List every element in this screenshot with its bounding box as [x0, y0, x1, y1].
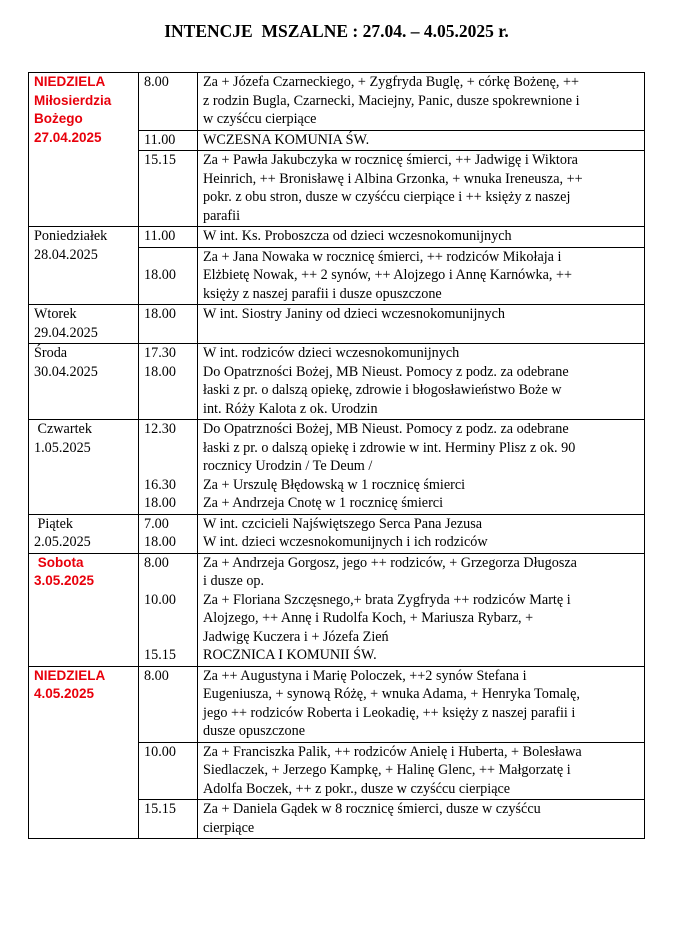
text-line: 28.04.2025	[34, 246, 98, 263]
time-cell	[139, 742, 198, 800]
intention-cell	[198, 130, 645, 151]
text-line: 10.00	[144, 743, 176, 760]
day-cell	[29, 666, 139, 839]
text-line: W int. czcicieli Najświętszego Serca Pana Jezusa	[203, 515, 483, 532]
text-line: W int. dzieci wczesnokomunijnych i ich rodziców	[203, 534, 488, 550]
text-line: 18.00	[144, 267, 176, 283]
text-line: Alojzego, ++ Annę i Rudolfa Koch, + Mariusza Rybarz, +	[203, 610, 534, 626]
text-line: 8.00	[144, 74, 169, 90]
page-title: INTENCJE MSZALNE : 27.04. – 4.05.2025 r.	[164, 21, 509, 41]
text-line: łaski z pr. o dalszą opiekę, zdrowie i błogosławieństwo Boże w	[203, 382, 562, 398]
text-line: w czyśćcu cierpiące	[203, 111, 317, 127]
text-line: 2.05.2025	[34, 534, 91, 550]
text-line: 18.00	[144, 495, 176, 511]
intention-cell	[198, 73, 645, 131]
time-cell	[139, 227, 198, 248]
text-line: 12.30	[144, 421, 176, 437]
intention-cell	[198, 227, 645, 248]
text-line: W int. rodziców dzieci wczesnokomunijnych	[203, 345, 460, 361]
text-line: 15.15	[144, 152, 176, 168]
table-row	[29, 73, 645, 131]
text-line: i dusze op.	[203, 573, 265, 589]
text-line: jego ++ rodziców Roberta i Leokadię, ++ księży z naszej parafii i	[203, 704, 576, 721]
text-line: 16.30	[144, 476, 176, 493]
time-cell	[139, 666, 198, 742]
time-cell	[139, 553, 198, 666]
text-line: 8.00	[144, 554, 169, 571]
text-line: Piątek	[34, 515, 74, 532]
text-line: Miłosierdzia	[34, 92, 112, 108]
text-line: Za + Jana Nowaka w rocznicę śmierci, ++ rodziców Mikołaja i	[203, 248, 562, 265]
text-line: 15.15	[144, 801, 176, 817]
text-line: Do Opatrzności Bożej, MB Nieust. Pomocy z podz. za odebrane	[203, 421, 569, 437]
text-line: Bożego	[34, 111, 83, 126]
day-cell	[29, 553, 139, 666]
table-row	[29, 666, 645, 742]
text-line: Za + Floriana Szczęsnego,+ brata Zygfryda ++ rodziców Martę i	[203, 591, 571, 608]
time-cell	[139, 73, 198, 131]
text-line: 15.15	[144, 647, 176, 663]
intention-cell	[198, 800, 645, 839]
mass-intentions-table	[28, 72, 645, 839]
text-line	[144, 572, 192, 591]
time-cell	[139, 151, 198, 227]
intention-cell	[198, 247, 645, 305]
text-line: rocznicy Urodzin / Te Deum /	[203, 458, 373, 474]
text-line: Za + Urszulę Błędowską w 1 rocznicę śmierci	[203, 476, 466, 493]
time-cell	[139, 344, 198, 420]
text-line: Jadwigę Kuczera i + Józefa Zień	[203, 628, 389, 645]
day-cell	[29, 73, 139, 227]
table-row	[29, 305, 645, 344]
intention-cell	[198, 305, 645, 344]
text-line: Siedlaczek, + Jerzego Kampkę, + Halinę Glenc, ++ Małgorzatę i	[203, 762, 571, 778]
text-line: Za + Andrzeja Cnotę w 1 rocznicę śmierci	[203, 495, 444, 511]
text-line: pokr. z obu stron, dusze w czyśćcu cierpiące i ++ księży z naszej	[203, 189, 571, 205]
day-cell	[29, 344, 139, 420]
text-line: 29.04.2025	[34, 324, 98, 341]
table-row	[29, 227, 645, 248]
text-line: 17.30	[144, 345, 176, 361]
text-line: 8.00	[144, 667, 169, 684]
text-line: z rodzin Bugla, Czarnecki, Maciejny, Panic, dusze spokrewnione i	[203, 92, 580, 109]
time-cell	[139, 800, 198, 839]
text-line	[144, 609, 192, 628]
text-line: NIEDZIELA	[34, 74, 106, 89]
text-line: W int. Siostry Janiny od dzieci wczesnokomunijnych	[203, 306, 505, 322]
text-line: 10.00	[144, 591, 176, 608]
text-line: Wtorek	[34, 306, 77, 322]
time-cell	[139, 247, 198, 305]
text-line: Poniedziałek	[34, 228, 108, 244]
day-cell	[29, 227, 139, 305]
text-line: WCZESNA KOMUNIA ŚW.	[203, 131, 370, 148]
text-line: 11.00	[144, 228, 176, 244]
text-line: 4.05.2025	[34, 686, 95, 701]
text-line: księży z naszej parafii i dusze opuszczone	[203, 285, 442, 302]
text-line: 18.00	[144, 363, 176, 380]
text-line: Za ++ Augustyna i Marię Poloczek, ++2 synów Stefana i	[203, 667, 527, 684]
text-line: dusze opuszczone	[203, 723, 306, 739]
table-row	[29, 344, 645, 420]
text-line: 27.04.2025	[34, 129, 102, 145]
text-line	[144, 439, 192, 458]
text-line: parafii	[203, 207, 241, 224]
intention-cell	[198, 742, 645, 800]
text-line	[144, 457, 192, 476]
text-line: Sobota	[34, 554, 84, 570]
text-line: cierpiące	[203, 819, 255, 836]
text-line: Środa	[34, 345, 68, 361]
text-line: Za + Daniela Gądek w 8 rocznicę śmierci, dusze w czyśćcu	[203, 801, 541, 817]
text-line: Do Opatrzności Bożej, MB Nieust. Pomocy z podz. za odebrane	[203, 363, 569, 380]
intention-cell	[198, 514, 645, 553]
text-line: 18.00	[144, 534, 176, 550]
intention-cell	[198, 553, 645, 666]
day-cell	[29, 305, 139, 344]
text-line: 7.00	[144, 515, 169, 532]
text-line: Adolfa Boczek, ++ z pokr., dusze w czyśćcu cierpiące	[203, 780, 511, 797]
text-line: łaski z pr. o dalszą opiekę i zdrowie w int. Herminy Plisz z ok. 90	[203, 439, 576, 456]
time-cell	[139, 305, 198, 344]
text-line: Czwartek	[34, 421, 92, 437]
text-line: 3.05.2025	[34, 573, 95, 588]
text-line	[144, 628, 192, 647]
text-line: 11.00	[144, 131, 176, 148]
text-line: Za + Pawła Jakubczyka w rocznicę śmierci, ++ Jadwigę i Wiktora	[203, 152, 578, 168]
table-row	[29, 420, 645, 515]
text-line: Eugeniusza, + synową Różę, + wnuka Adama, + Henryka Tomalę,	[203, 686, 580, 702]
intention-cell	[198, 344, 645, 420]
text-line: 18.00	[144, 306, 176, 322]
text-line: NIEDZIELA	[34, 667, 106, 683]
time-cell	[139, 514, 198, 553]
text-line: ROCZNICA I KOMUNII ŚW.	[203, 647, 377, 663]
text-line: Za + Franciszka Palik, ++ rodziców Anielę i Huberta, + Bolesława	[203, 743, 582, 760]
day-cell	[29, 420, 139, 515]
text-line: W int. Ks. Proboszcza od dzieci wczesnokomunijnych	[203, 228, 512, 244]
text-line: Elżbietę Nowak, ++ 2 synów, ++ Alojzego i Annę Karnówka, ++	[203, 267, 572, 283]
intention-cell	[198, 151, 645, 227]
time-cell	[139, 420, 198, 515]
text-line: Heinrich, ++ Bronisławę i Albina Grzonka, + wnuka Ireneusza, ++	[203, 170, 583, 187]
intention-cell	[198, 420, 645, 515]
time-cell	[139, 130, 198, 151]
text-line: Za + Józefa Czarneckiego, + Zygfryda Buglę, + córkę Bożenę, ++	[203, 74, 580, 90]
text-line: 1.05.2025	[34, 439, 91, 456]
table-row	[29, 514, 645, 553]
text-line: int. Róży Kalota z ok. Urodzin	[203, 400, 378, 417]
text-line	[144, 248, 192, 267]
day-cell	[29, 514, 139, 553]
text-line: 30.04.2025	[34, 363, 98, 380]
text-line: Za + Andrzeja Gorgosz, jego ++ rodziców, + Grzegorza Długosza	[203, 554, 577, 571]
table-body	[29, 73, 645, 839]
table-row	[29, 553, 645, 666]
intention-cell	[198, 666, 645, 742]
